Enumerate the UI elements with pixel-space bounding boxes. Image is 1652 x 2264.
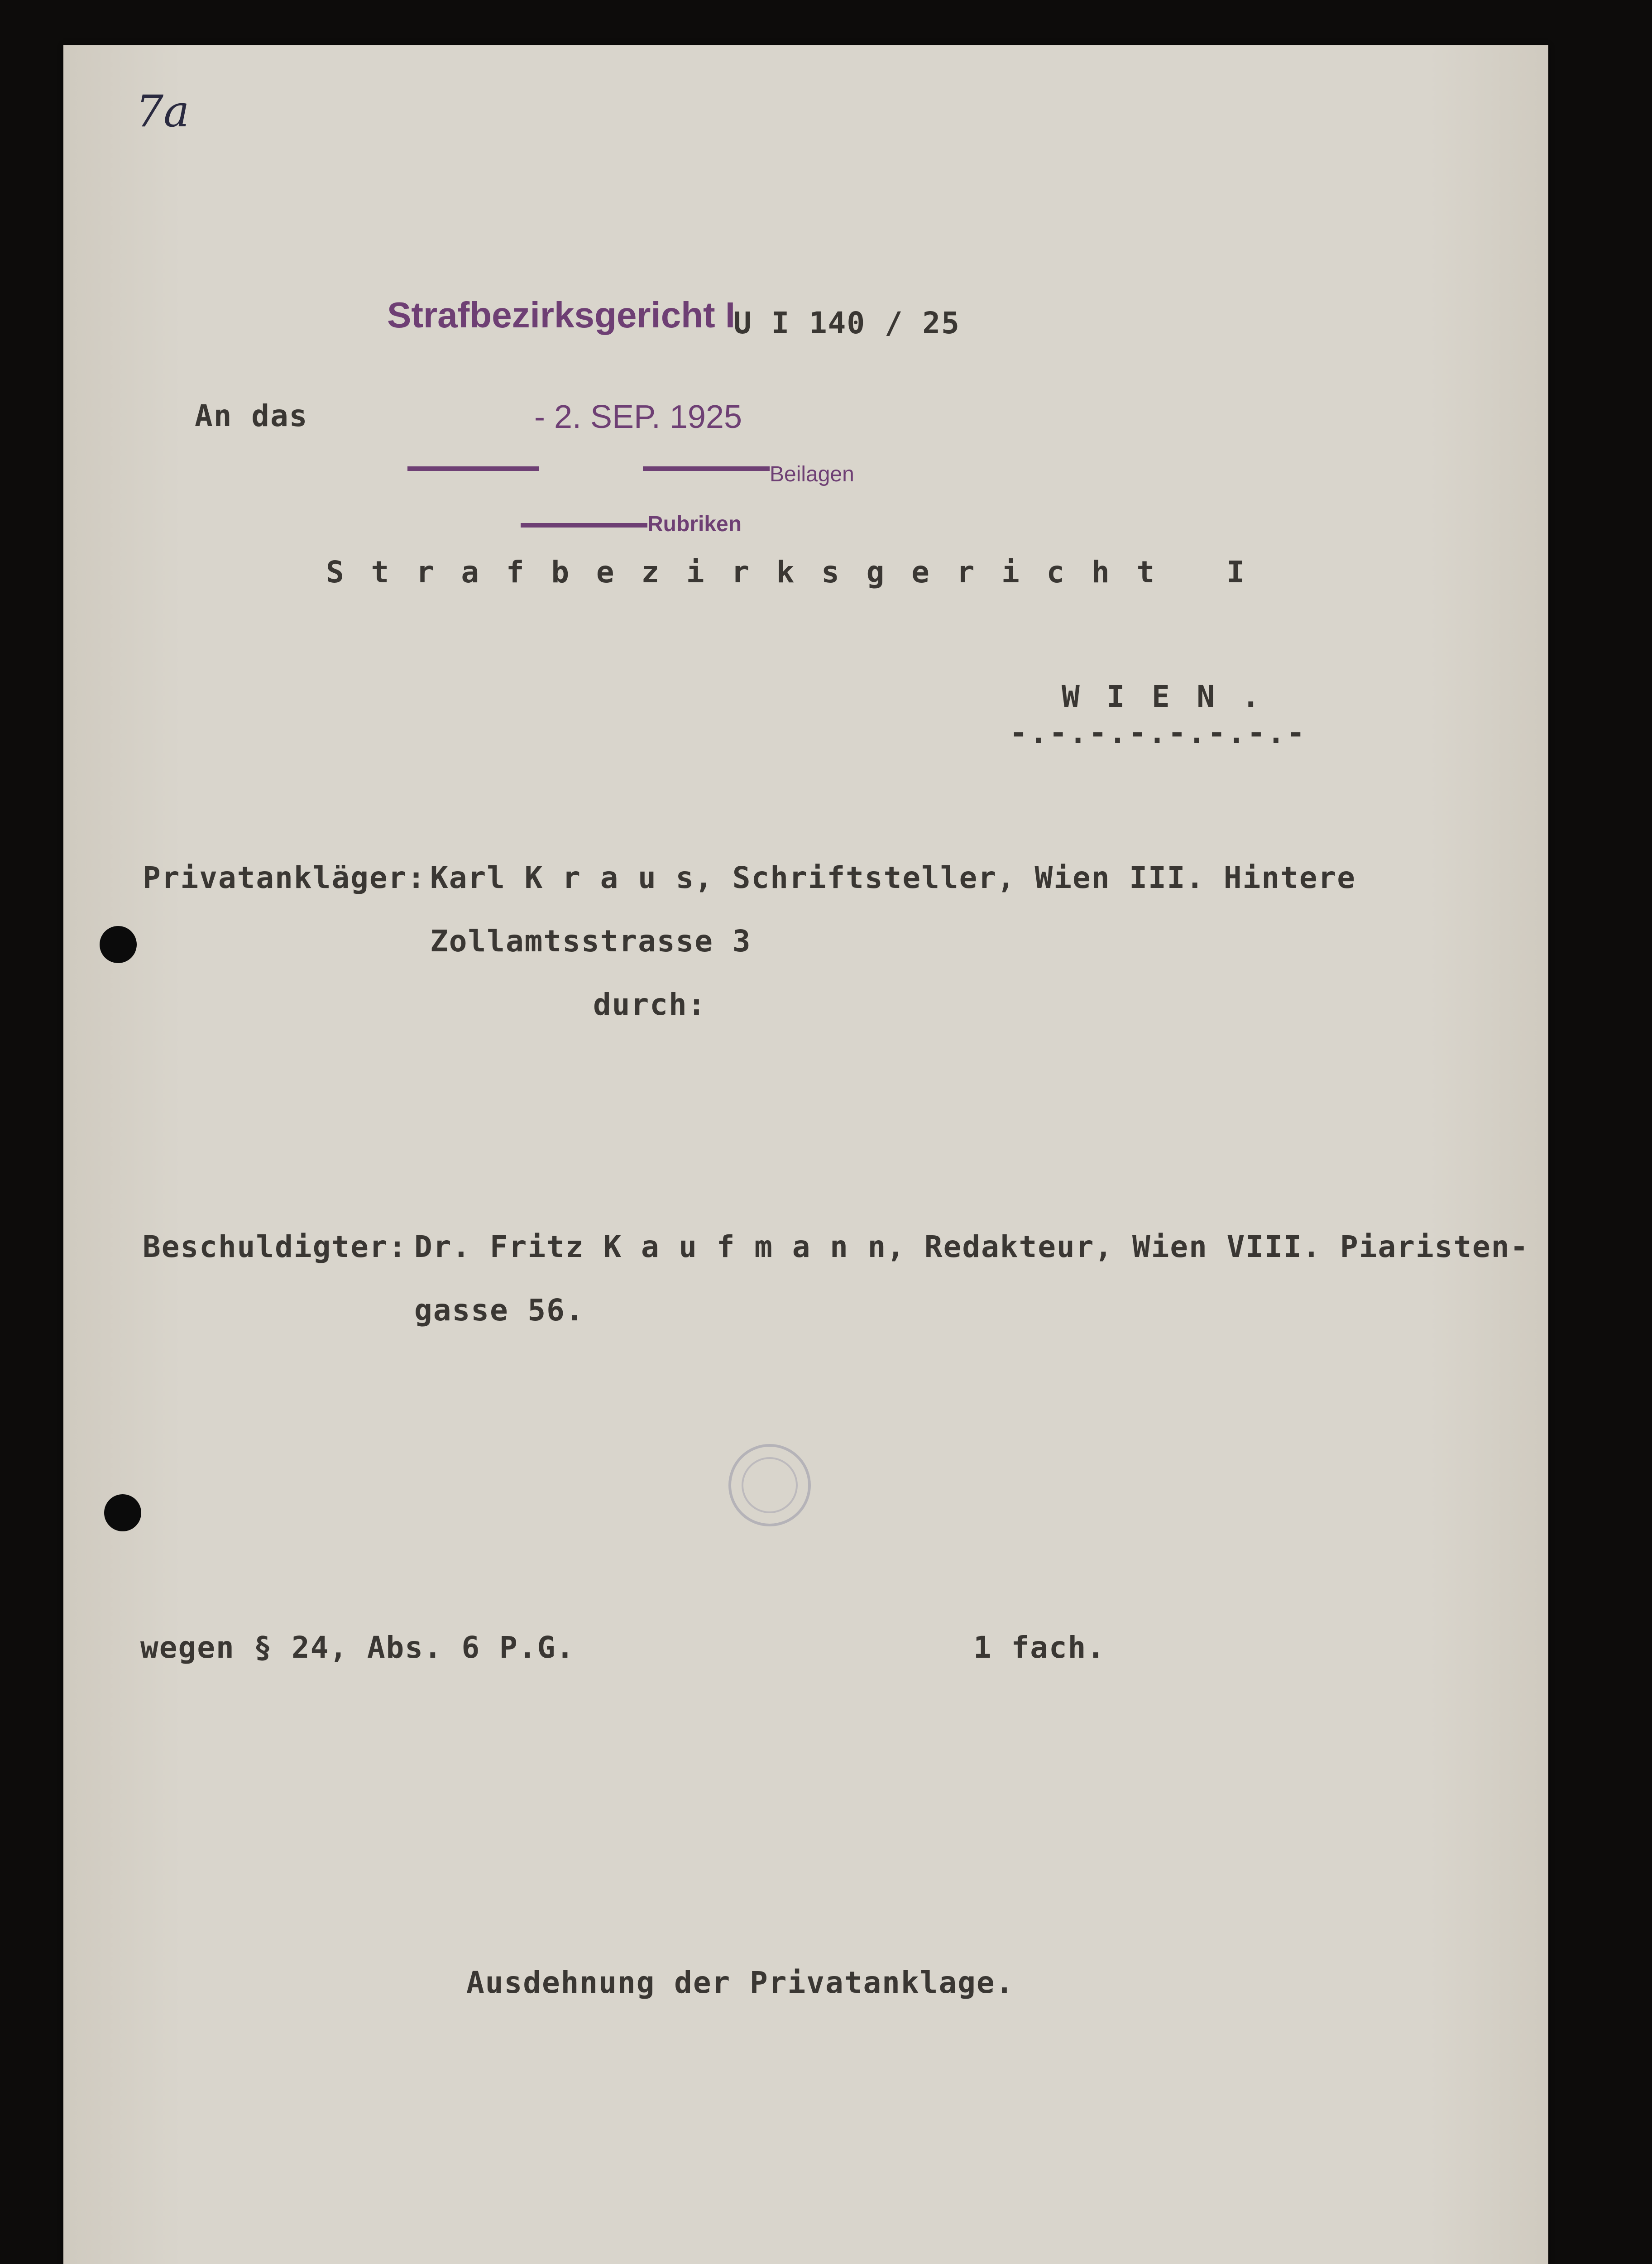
archive-seal-icon xyxy=(724,1440,815,1530)
stamp-rule xyxy=(521,523,647,528)
plaintiff-line-2: Zollamtsstrasse 3 xyxy=(430,924,752,959)
addressee-city: W I E N . xyxy=(1062,679,1264,714)
stamp-date: - 2. SEP. 1925 xyxy=(534,399,742,435)
punch-hole xyxy=(100,926,137,963)
document-page xyxy=(63,45,1548,2264)
defendant-line-2: gasse 56. xyxy=(414,1293,584,1328)
copies-count: 1 fach. xyxy=(973,1630,1106,1665)
stamp-enclosures: Beilagen xyxy=(770,462,854,486)
plaintiff-label: Privatankläger: xyxy=(143,860,426,895)
stamp-rule xyxy=(643,466,770,471)
addressee-court: S t r a f b e z i r k s g e r i c h t I xyxy=(326,555,1250,590)
plaintiff-line-1: Karl K r a u s, Schriftsteller, Wien III. Hintere xyxy=(430,860,1356,895)
addressee-prefix: An das xyxy=(195,398,308,433)
stamp-court-name: Strafbezirksgericht I xyxy=(387,295,736,335)
case-number: U I 140 / 25 xyxy=(733,306,960,341)
punch-hole xyxy=(104,1494,141,1531)
folio-number: 7a xyxy=(136,86,190,137)
plaintiff-line-3: durch: xyxy=(593,987,707,1022)
document-subject: Ausdehnung der Privatanklage. xyxy=(466,1965,1015,2000)
stamp-rule xyxy=(407,466,539,471)
defendant-line-1: Dr. Fritz K a u f m a n n, Redakteur, Wien VIII. Piaristen- xyxy=(414,1229,1529,1264)
charge-text: wegen § 24, Abs. 6 P.G. xyxy=(140,1630,575,1665)
city-underline: -.-.-.-.-.-.-.- xyxy=(1010,715,1307,750)
defendant-label: Beschuldigter: xyxy=(143,1229,407,1264)
stamp-rubrics: Rubriken xyxy=(647,512,742,536)
